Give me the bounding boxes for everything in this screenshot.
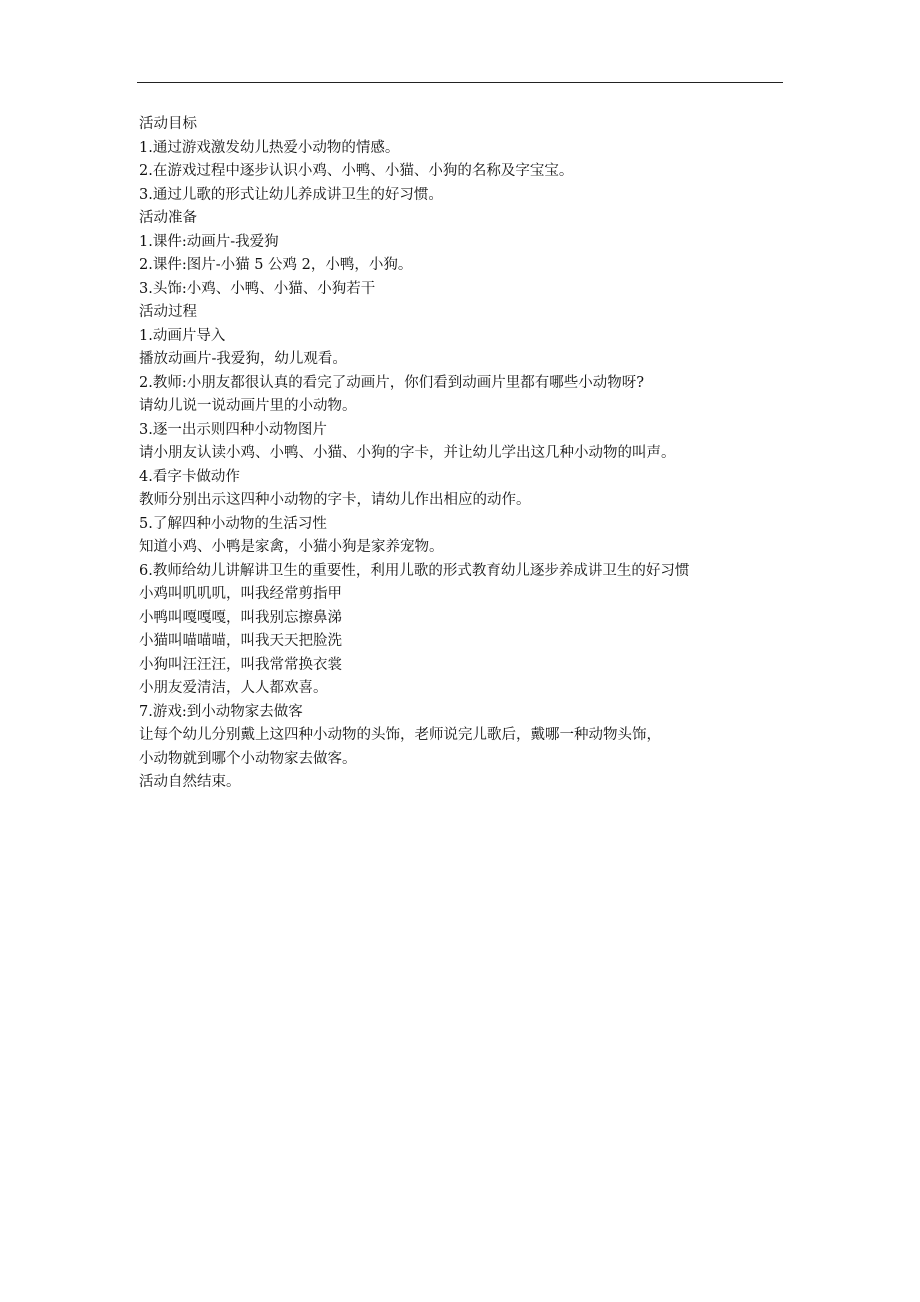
process-step-2-title: 2.教师:小朋友都很认真的看完了动画片，你们看到动画片里都有哪些小动物呀?: [139, 374, 644, 391]
rhyme-line-5: 小朋友爱清洁，人人都欢喜。: [139, 680, 328, 696]
document-body: [139, 113, 799, 795]
preparation-item-1: 1.课件:动画片-我爱狗: [139, 233, 279, 250]
preparation-item-3: 3.头饰:小鸡、小鸭、小猫、小狗若干: [139, 280, 376, 297]
closing-line: 活动自然结束。: [139, 774, 241, 790]
rhyme-line-2: 小鸭叫嘎嘎嘎，叫我别忘擦鼻涕: [139, 609, 342, 626]
section-heading-preparation: 活动准备: [139, 210, 197, 226]
section-heading-goals: 活动目标: [139, 116, 197, 132]
process-step-4-text: 教师分别出示这四种小动物的字卡，请幼儿作出相应的动作。: [139, 492, 531, 508]
process-step-1-title: 1.动画片导入: [139, 327, 226, 344]
process-step-7-text-1: 让每个幼儿分别戴上这四种小动物的头饰，老师说完儿歌后，戴哪一种动物头饰，: [139, 727, 661, 743]
process-step-2-text: 请幼儿说一说动画片里的小动物。: [139, 398, 357, 414]
process-step-7-title: 7.游戏:到小动物家去做客: [139, 703, 303, 720]
rhyme-line-1: 小鸡叫叽叽叽，叫我经常剪指甲: [139, 586, 342, 602]
preparation-item-2: 2.课件:图片-小猫 5 公鸡 2，小鸭，小狗。: [139, 257, 413, 273]
section-heading-process: 活动过程: [139, 304, 197, 320]
process-step-6-title: 6.教师给幼儿讲解讲卫生的重要性，利用儿歌的形式教育幼儿逐步养成讲卫生的好习惯: [139, 562, 690, 579]
process-step-3-text: 请小朋友认读小鸡、小鸭、小猫、小狗的字卡，并让幼儿学出这几种小动物的叫声。: [139, 445, 676, 461]
header-rule: [137, 82, 783, 83]
process-step-7-text-2: 小动物就到哪个小动物家去做客。: [139, 750, 357, 767]
rhyme-line-3: 小猫叫喵喵喵，叫我天天把脸洗: [139, 633, 342, 649]
process-step-3-title: 3.逐一出示则四种小动物图片: [139, 421, 327, 438]
process-step-1-text: 播放动画片-我爱狗，幼儿观看。: [139, 351, 347, 367]
process-step-5-title: 5.了解四种小动物的生活习性: [139, 515, 327, 532]
process-step-4-title: 4.看字卡做动作: [139, 468, 240, 485]
process-step-5-text: 知道小鸡、小鸭是家禽，小猫小狗是家养宠物。: [139, 539, 444, 555]
goal-item-1: 1.通过游戏激发幼儿热爱小动物的情感。: [139, 139, 400, 156]
goal-item-3: 3.通过儿歌的形式让幼儿养成讲卫生的好习惯。: [139, 186, 443, 203]
rhyme-line-4: 小狗叫汪汪汪，叫我常常换衣裳: [139, 656, 342, 673]
goal-item-2: 2.在游戏过程中逐步认识小鸡、小鸭、小猫、小狗的名称及字宝宝。: [139, 163, 574, 179]
